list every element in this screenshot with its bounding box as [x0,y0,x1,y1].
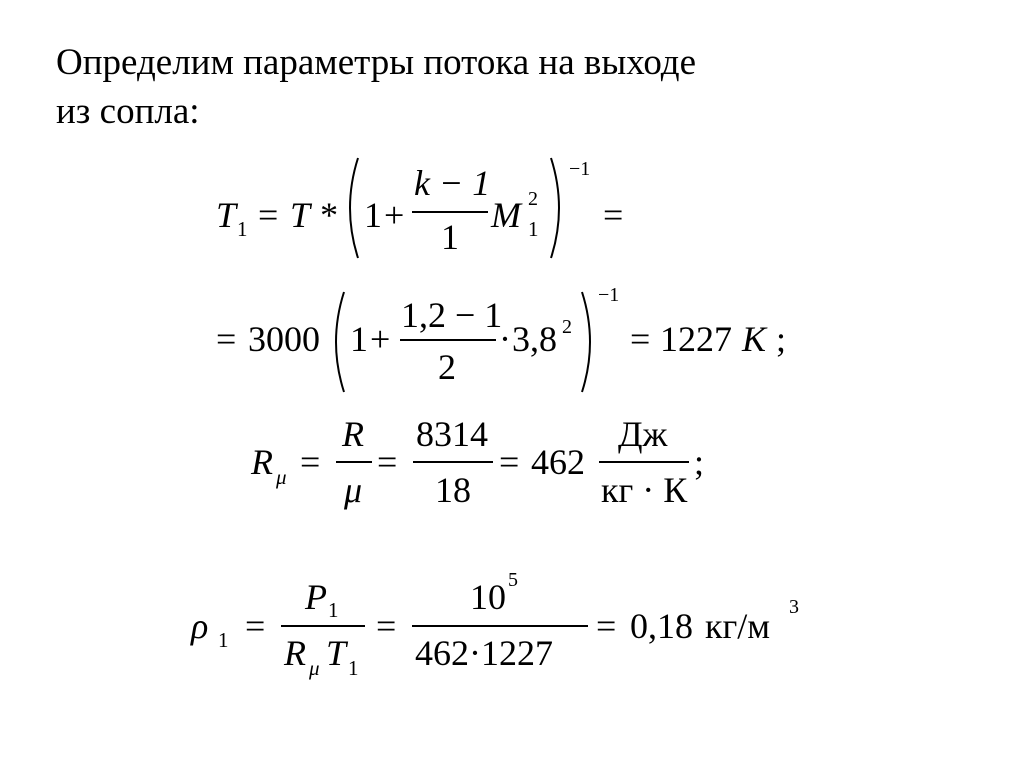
rho-result: 0,18 [630,606,693,646]
equals-sign-3: = [499,442,520,482]
plus-sign: + [370,319,391,359]
kelvin-unit: K [742,319,767,359]
density-unit-power: 3 [789,596,799,618]
temperature-symbol: T [326,633,347,673]
one-term: 1 [350,319,368,359]
equals-sign-2: = [630,319,651,359]
fraction-bar [400,339,496,341]
heading-line-1: Определим параметры потока на выходе [56,42,697,83]
equals-sign: = [216,319,237,359]
fraction-numerator: 1,2 − 1 [401,295,503,335]
one-term: 1 [364,195,382,235]
fraction2-bar [413,461,493,463]
mach-value: 3,8 [512,319,557,359]
plus-sign: + [384,195,405,235]
fraction1-numerator: R [342,414,364,454]
left-paren [340,156,362,260]
fraction-denominator: 1 [441,217,459,257]
gas-constant-symbol: R [284,633,306,673]
fraction2-denominator: 18 [435,470,471,510]
right-paren [578,290,600,394]
unit-denominator: кг · К [601,470,688,510]
rho-subscript: 1 [218,628,229,652]
power-exponent: 5 [508,569,518,591]
pressure-symbol: P [305,577,327,617]
unit-bar [599,461,689,463]
r-symbol: R [251,442,273,482]
right-paren [547,156,569,260]
left-paren [326,290,348,394]
fraction-numerator: k − 1 [414,163,491,203]
slide-heading [56,38,696,136]
mach-symbol: M [491,195,521,235]
mach-subscript: 1 [528,217,539,241]
fraction-bar [412,211,488,213]
t1-result: 1227 [660,319,732,359]
trailing-equals: = [603,195,624,235]
pressure-subscript: 1 [328,598,339,622]
fraction-denominator: 2 [438,347,456,387]
heading-line-2: из сопла: [56,91,200,132]
fraction2-numerator: 8314 [416,414,488,454]
t1-symbol: T [216,195,237,235]
equals-sign: = [300,442,321,482]
gas-constant-subscript: μ [309,656,320,680]
temperature-subscript: 1 [348,656,359,680]
equals-sign-2: = [377,442,398,482]
t1-subscript: 1 [237,217,248,241]
equals-sign-3: = [596,606,617,646]
unit-numerator: Дж [618,414,668,454]
t-value: 3000 [248,319,320,359]
r-result: 462 [531,442,585,482]
density-unit: кг/м [705,606,771,646]
r-subscript: μ [276,465,287,489]
semicolon: ; [694,442,705,482]
outer-power: −1 [569,158,591,180]
fraction2-denominator: 462·1227 [415,633,553,673]
equals-sign: = [245,606,266,646]
equals-sign-2: = [376,606,397,646]
fraction1-bar [281,625,365,627]
equals-sign: = [258,195,279,235]
power-base: 10 [470,577,506,617]
semicolon: ; [776,319,787,359]
rho-symbol: ρ [191,606,209,646]
mach-power: 2 [562,316,572,338]
fraction2-bar [412,625,588,627]
fraction1-denominator: μ [344,470,363,510]
multiply-dot: · [499,319,511,359]
t-star-symbol: T * [290,195,337,235]
mach-power: 2 [528,188,538,210]
outer-power: −1 [598,284,620,306]
fraction1-bar [336,461,372,463]
